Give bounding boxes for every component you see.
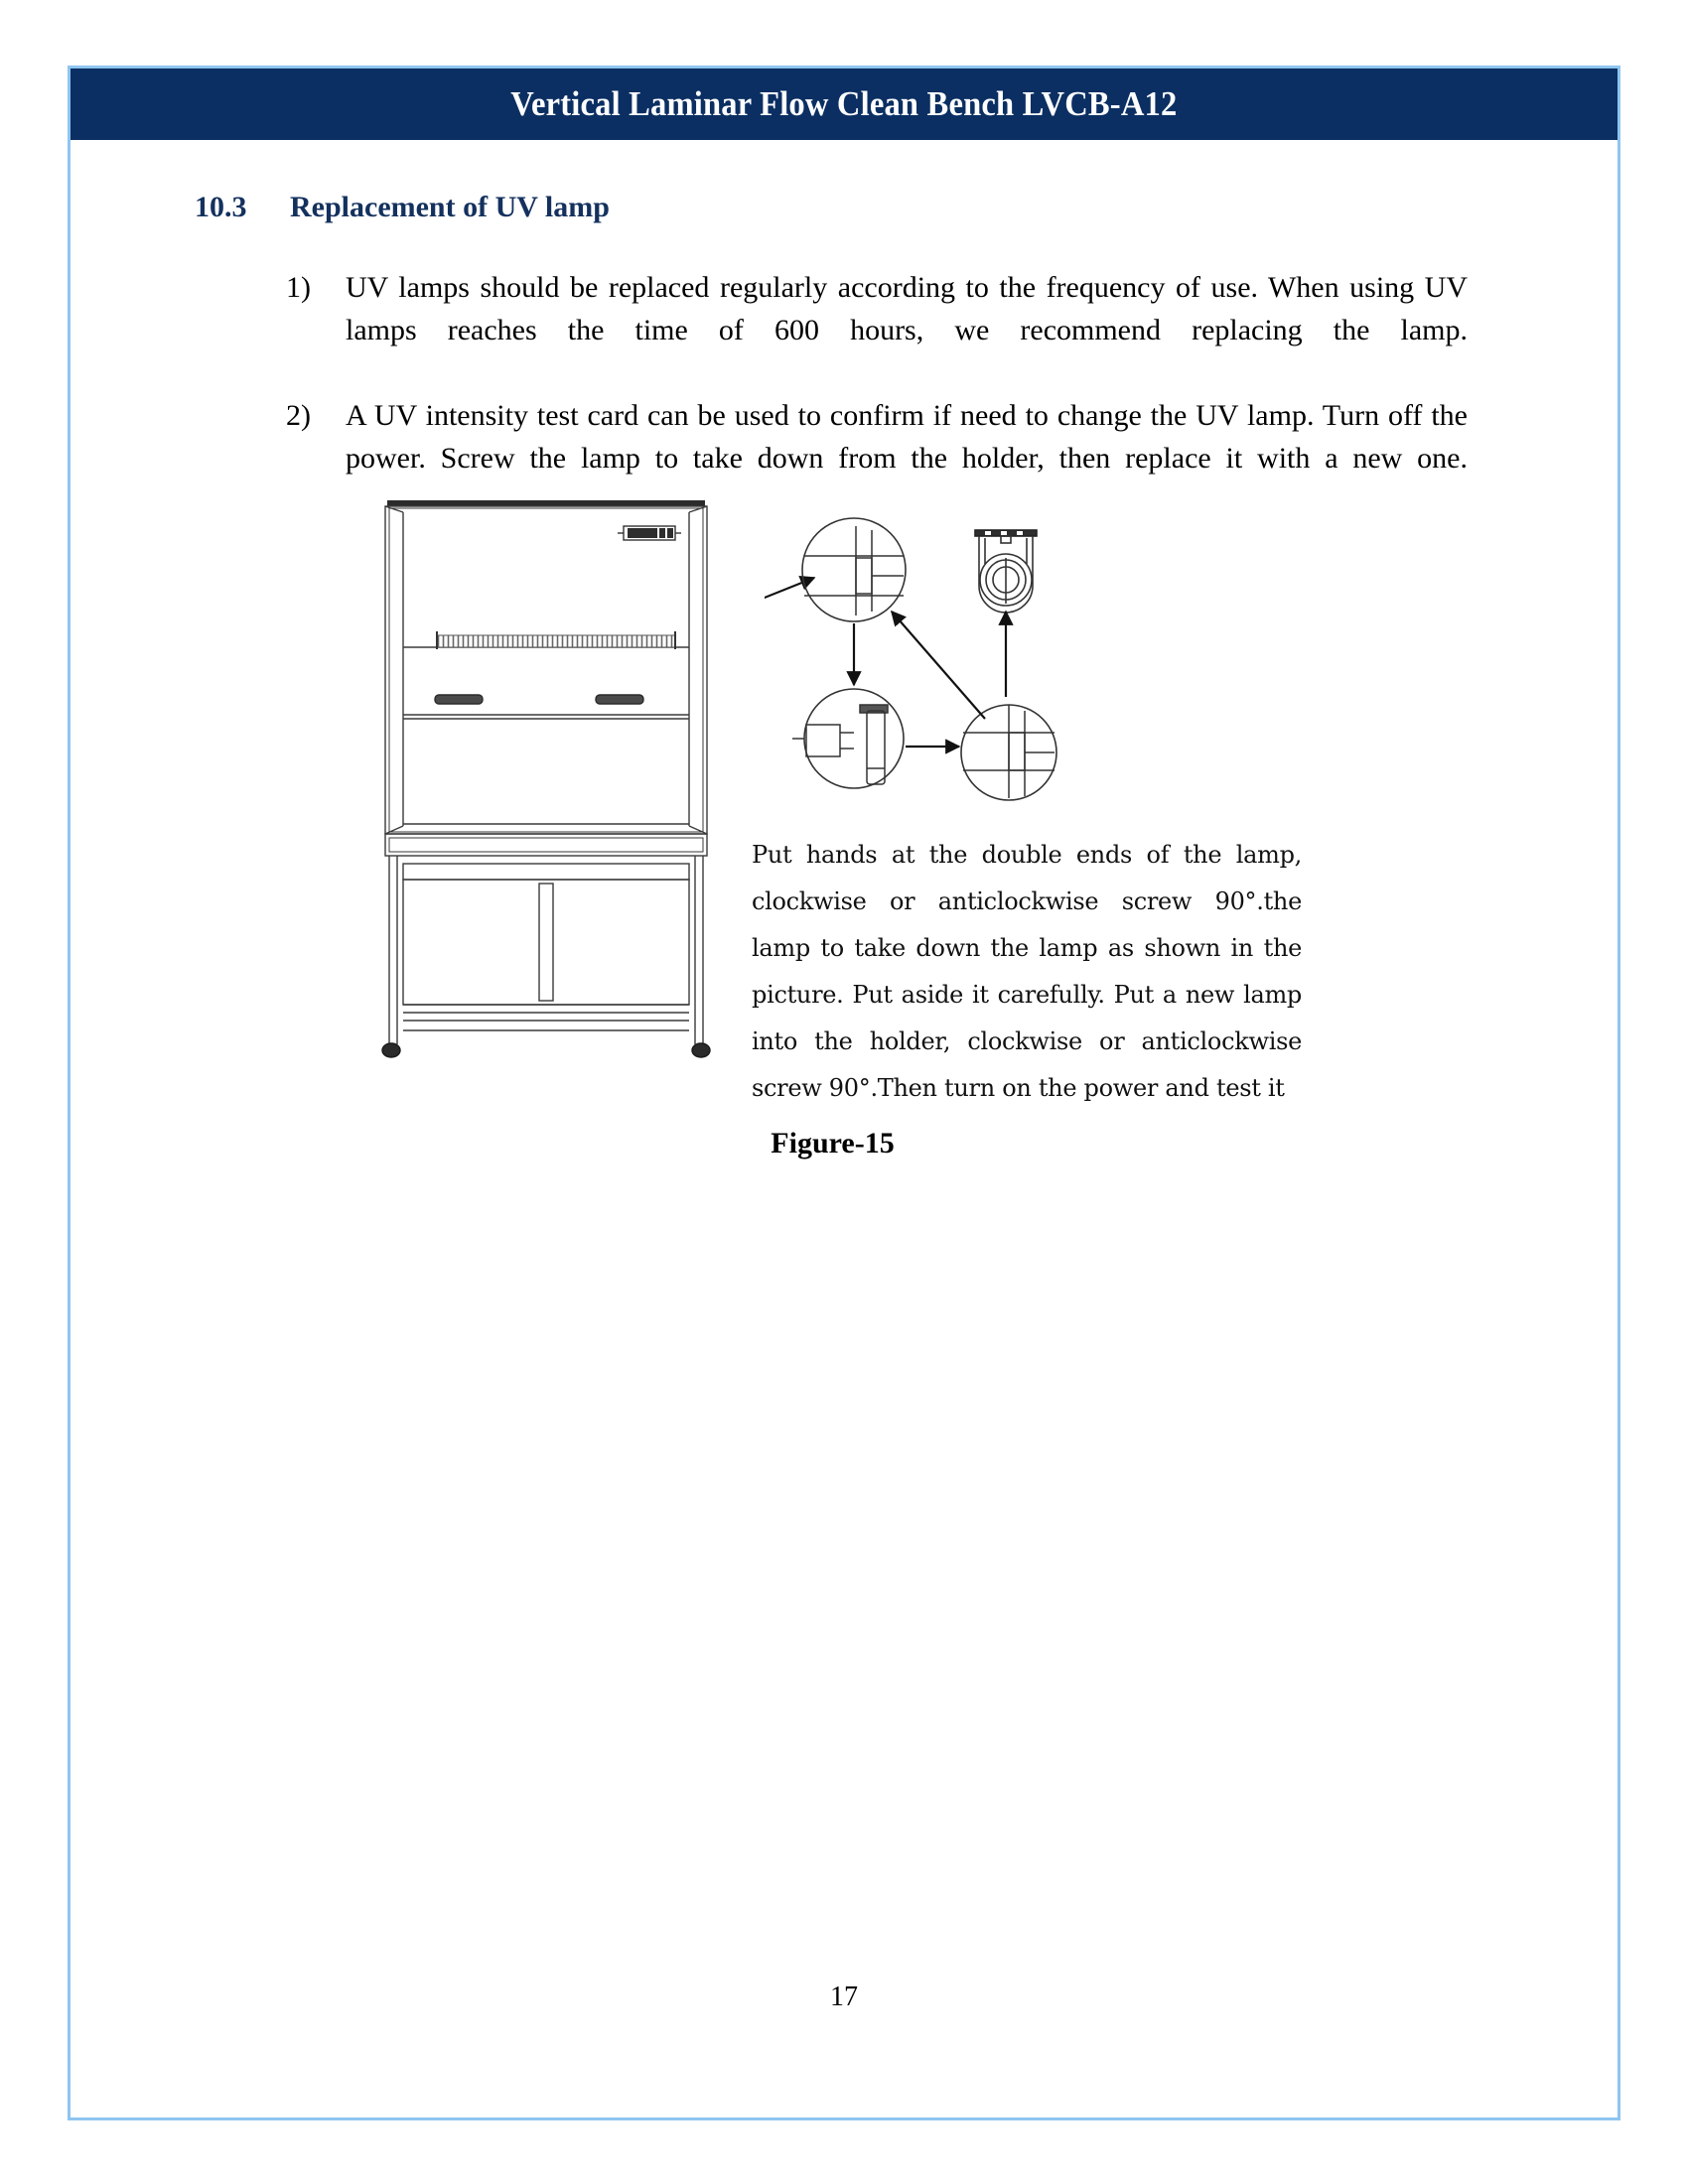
list-item <box>286 266 1468 394</box>
page-title: Vertical Laminar Flow Clean Bench LVCB-A12 <box>510 84 1178 123</box>
page-header-band <box>70 68 1618 140</box>
list-item-marker: 1) <box>286 271 311 304</box>
list-item-text: UV lamps should be replaced regularly according to the frequency of use. When using UV lamps reaches the time of 600 hours, we recommend replacing the lamp. <box>346 271 1468 346</box>
page-number: 17 <box>830 1981 858 2012</box>
figure-caption: Figure-15 <box>771 1127 895 1160</box>
page-number-wrapper <box>0 1981 1688 2013</box>
uv-lamp-removal-detail-drawing <box>765 508 1092 806</box>
section-heading <box>195 191 610 224</box>
figure-caption-wrapper <box>0 1127 1688 1160</box>
list-item-marker: 2) <box>286 399 311 432</box>
section-title: Replacement of UV lamp <box>290 191 610 223</box>
list-item-text: A UV intensity test card can be used to confirm if need to change the UV lamp. Turn off the power. Screw the lamp to take down from the holder, then replace it with a new one. <box>346 399 1468 475</box>
section-number: 10.3 <box>195 191 247 223</box>
lamp-replacement-instructions: Put hands at the double ends of the lamp, clockwise or anticlockwise screw 90°.the lamp to take down the lamp as shown in the picture. Put aside it carefully. Put a new lamp into the holder, clockwise or anticlockwise screw 90°.Then turn on the power and test it <box>752 841 1302 1102</box>
clean-bench-cabinet-drawing <box>367 488 725 1084</box>
figure-15 <box>367 488 1321 1102</box>
numbered-list <box>286 266 1468 522</box>
